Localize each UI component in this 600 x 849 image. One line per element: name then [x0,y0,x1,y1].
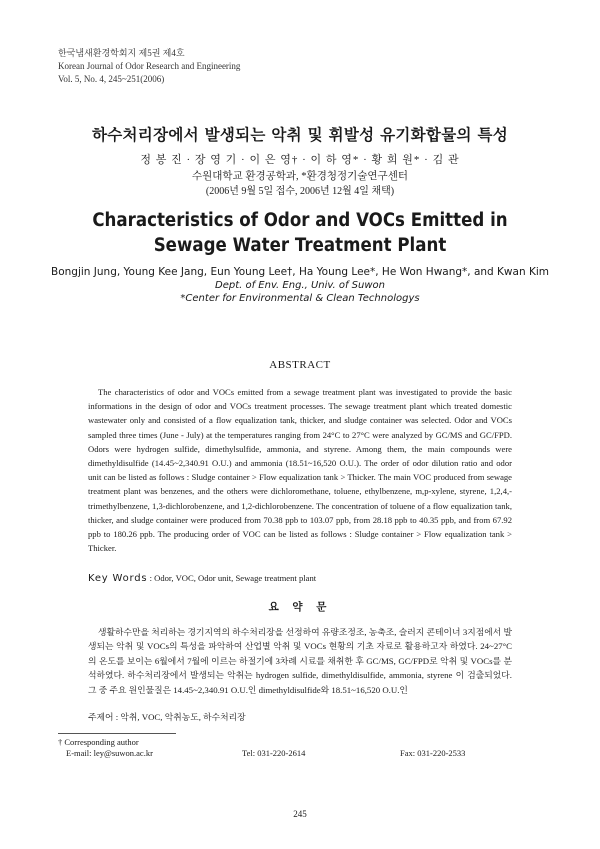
page-number: 245 [293,809,307,819]
key-words [88,573,316,584]
journal-name-korean: 한국냄새환경학회지 제5권 제4호 [58,48,185,58]
key-words-list: : Odor, VOC, Odor unit, Sewage treatment plant [147,573,317,583]
english-title: Characteristics of Odor and VOCs Emitted in Sewage Water Treatment Plant [92,210,508,256]
corresponding-author-label: † Corresponding author [58,737,139,747]
footnote-divider [58,733,176,734]
received-accepted-dates: (2006년 9월 5일 접수, 2006년 12월 4일 채택) [205,186,395,197]
journal-name-english: Korean Journal of Odor Research and Engineering [58,61,241,71]
abstract-heading: ABSTRACT [269,359,331,371]
contact-tel: Tel: 031-220-2614 [242,748,306,758]
contact-fax: Fax: 031-220-2533 [400,748,466,758]
korean-summary-body: 생활하수만을 처리하는 경기지역의 하수처리장을 선정하여 유량조정조, 농축조, 슬러지 콘테이너 3지점에서 발생되는 악취 및 VOCs의 특성을 파악하여 산업별 악취 및 VOCs 현황의 기초 자료로 활용하고자 하였다. 24~27°C의 온도를 보이는 6월에서 7월에 이르는 하절기에 3차례 시료를 채취한 후 GC/MS, GC/FPD로 악취 및 VOCs를 분석하였다. 하수처리장에서 발생되는 악취는 hydrogen sulfide, dimethyldisulfide, ammonia, styrene 이 검출되었다. 그 중 주요 원인물질은 14.45~2,340.91 O.U.인 dimethyldisulfide와 18.51~16,520 O.U.인 [88,627,512,695]
english-center: *Center for Environmental & Clean Technologys [180,293,420,304]
korean-title: 하수처리장에서 발생되는 악취 및 휘발성 유기화합물의 특성 [91,126,508,144]
korean-affiliation: 수원대학교 환경공학과, *환경청정기술연구센터 [192,171,408,182]
abstract-body: The characteristics of odor and VOCs emitted from a sewage treatment plant was investigated to provide the basic informations in the design of odor and VOCs treatment processes. The sewage treatment plant which treated domestic wastewater only and consisted of a flow equalization tank, thicker, and sludge container was selected. Odor and VOCs sampled three times (June - July) at the temperatures ranging from 24°C to 27°C were analyzed by GC/MS and GC/FPD. Odors were hydrogen sulfide, dimethylsulfide, ammonia, and styrene. Among them, the main compounds were dimethyldisulfide (14.45~2,340.91 O.U.) and ammonia (18.51~16,520 O.U.). The order of odor dilution ratio and odor unit can be listed as follows : Sludge container > Flow equalization tank > Thicker. The main VOC produced from sewage treatment plant was benzenes, and the others were dichloromethane, toluene, ethylbenzene, m,p-xylene, styrene, 1,2,4,-trimethylbenzene, 1,3-dichlorobenzene, and 1,2-dichlorobenzene. The concentration of toluene of a flow equalization tank, thicker, and sludge container were produced from 70.38 ppb to 103.07 ppb, from 28.18 ppb to 40.35 ppb, and from 67.92 ppb to 180.26 ppb. The producing order of VOC can be listed as follows : Sludge container > Flow equalization tank > Thicker. [88,387,512,554]
key-words-label: Key Words [88,573,148,584]
journal-header [58,47,240,86]
english-department: Dept. of Env. Eng., Univ. of Suwon [215,280,385,291]
contact-email: E-mail: ley@suwon.ac.kr [66,748,153,758]
korean-authors: 정 봉 진 · 장 영 기 · 이 은 영† · 이 하 영* · 황 희 원* · 김 관 [140,154,460,166]
journal-volume: Vol. 5, No. 4, 245~251(2006) [58,74,165,84]
english-authors: Bongjin Jung, Young Kee Jang, Eun Young Lee†, Ha Young Lee*, He Won Hwang*, and Kwan Kim [51,266,549,278]
korean-summary-heading: 요 약 문 [268,601,332,613]
korean-keywords: 주제어 : 악취, VOC, 악취농도, 하수처리장 [88,712,246,722]
